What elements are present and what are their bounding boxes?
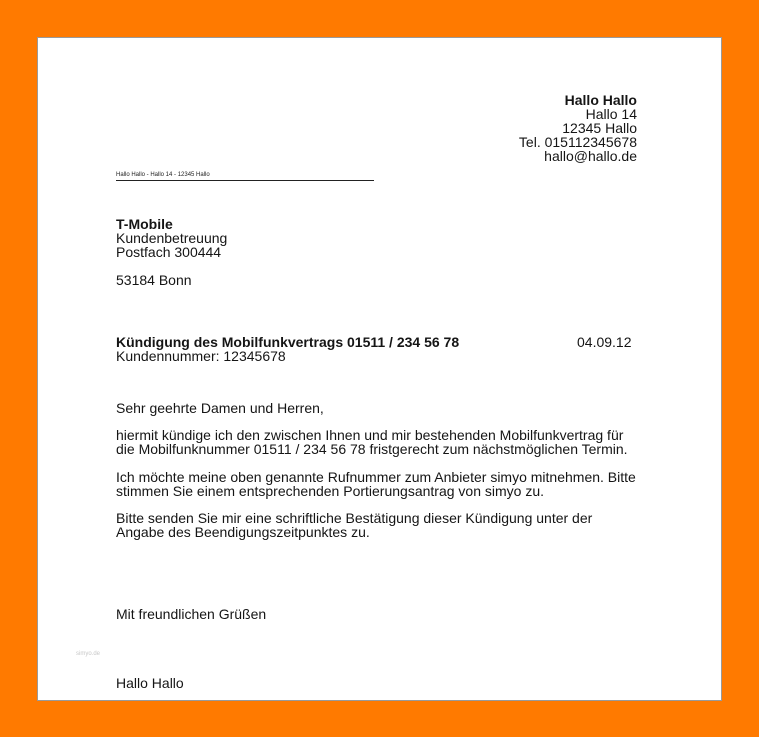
sender-email: hallo@hallo.de [544, 148, 637, 164]
paragraph1-line1: hiermit kündige ich den zwischen Ihnen und mir bestehenden Mobilfunkvertrag für [116, 427, 624, 443]
paragraph1-line2: die Mobilfunknummer 01511 / 234 56 78 fristgerecht zum nächstmöglichen Termin. [116, 441, 628, 457]
signature-name: Hallo Hallo [116, 675, 184, 691]
recipient-city: 53184 Bonn [116, 272, 192, 288]
sender-city: 12345 Hallo [562, 120, 637, 136]
watermark-stamp: simyo.de [76, 651, 101, 657]
letter-date: 04.09.12 [577, 334, 632, 350]
recipient-postbox: Postfach 300444 [116, 244, 222, 260]
recipient-department: Kundenbetreuung [116, 230, 228, 246]
subject-title: Kündigung des Mobilfunkvertrags 01511 / 234 56 78 [116, 334, 460, 350]
letter-page [38, 38, 721, 700]
return-address: Hallo Hallo - Hallo 14 - 12345 Hallo [116, 172, 210, 178]
sender-phone: Tel. 015112345678 [518, 134, 637, 150]
customer-number: Kundennummer: 12345678 [116, 348, 286, 364]
recipient-company: T-Mobile [116, 216, 173, 232]
paragraph3-line2: Angabe des Beendigungszeitpunktes zu. [116, 524, 370, 540]
paragraph2-line2: stimmen Sie einem entsprechenden Portierungsantrag von simyo zu. [116, 483, 544, 499]
salutation: Sehr geehrte Damen und Herren, [116, 400, 324, 416]
paragraph3-line1: Bitte senden Sie mir eine schriftliche Bestätigung dieser Kündigung unter der [116, 510, 593, 526]
paragraph2-line1: Ich möchte meine oben genannte Rufnummer zum Anbieter simyo mitnehmen. Bitte [116, 469, 636, 485]
closing: Mit freundlichen Grüßen [116, 606, 267, 622]
sender-street: Hallo 14 [585, 106, 637, 122]
sender-name: Hallo Hallo [564, 92, 637, 108]
return-address-rule [116, 180, 374, 181]
